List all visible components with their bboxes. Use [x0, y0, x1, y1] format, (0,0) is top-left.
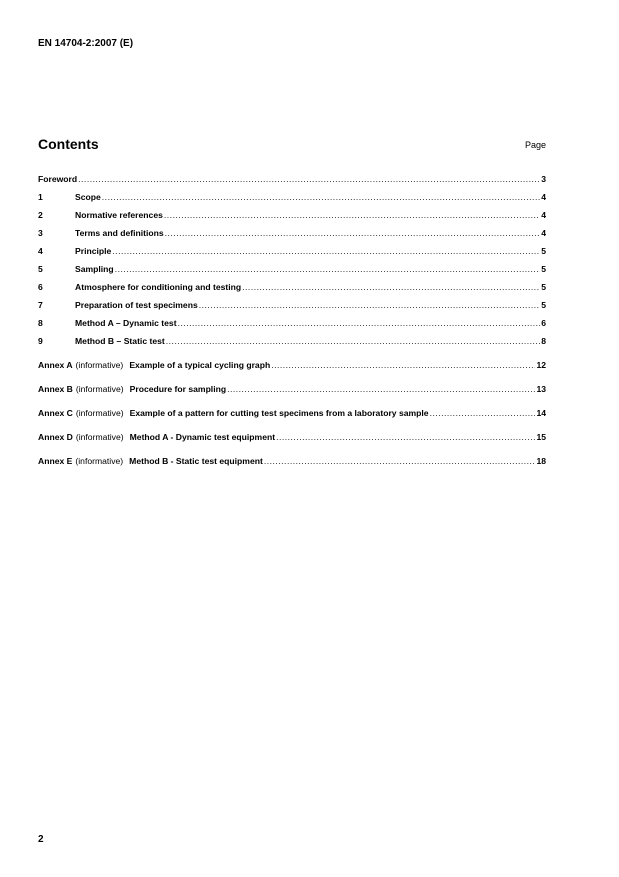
dot-leader [276, 432, 535, 442]
toc-entry-normative-references[interactable] [38, 210, 546, 228]
toc-entry-number: 3 [38, 228, 43, 238]
toc-entry-number: 5 [38, 264, 43, 274]
toc-entry-page: 4 [541, 228, 546, 238]
annex-list [38, 360, 546, 480]
page-number: 2 [38, 834, 44, 845]
contents-title: Contents [38, 136, 99, 152]
dot-leader [430, 408, 536, 418]
toc-entry-number: 7 [38, 300, 43, 310]
toc-entry-atmosphere[interactable] [38, 282, 546, 300]
annex-type: (informative) [75, 384, 124, 394]
toc-entry-page: 5 [541, 246, 546, 256]
annex-title: Example of a typical cycling graph [129, 360, 271, 370]
dot-leader [164, 210, 540, 220]
toc-entry-page: 6 [541, 318, 546, 328]
toc-entry-title: Sampling [75, 264, 114, 274]
page-column-label: Page [524, 140, 546, 150]
annex-page: 13 [536, 384, 546, 394]
dot-leader [227, 384, 535, 394]
toc-annex-c[interactable] [38, 408, 546, 432]
dot-leader [199, 300, 540, 310]
toc-entry-page: 5 [541, 300, 546, 310]
dot-leader [178, 318, 541, 328]
dot-leader [102, 192, 540, 202]
annex-title: Example of a pattern for cutting test specimens from a laboratory sample [129, 408, 429, 418]
annex-type: (informative) [75, 360, 124, 370]
toc-entry-title: Method B – Static test [75, 336, 165, 346]
dot-leader [78, 174, 540, 184]
toc-entry-title: Foreword [38, 174, 78, 184]
toc-entry-number: 1 [38, 192, 43, 202]
toc-entry-page: 4 [541, 192, 546, 202]
toc-entry-preparation[interactable] [38, 300, 546, 318]
annex-label: Annex C [38, 408, 73, 418]
toc-entry-number: 8 [38, 318, 43, 328]
toc-entry-title: Principle [75, 246, 112, 256]
annex-label: Annex E [38, 456, 73, 466]
table-of-contents [38, 174, 546, 354]
annex-label: Annex B [38, 384, 73, 394]
annex-title: Method B - Static test equipment [129, 456, 263, 466]
toc-entry-number: 2 [38, 210, 43, 220]
dot-leader [165, 228, 541, 238]
annex-title: Method A - Dynamic test equipment [129, 432, 276, 442]
document-id: EN 14704-2:2007 (E) [38, 38, 134, 49]
annex-page: 15 [536, 432, 546, 442]
toc-entry-terms-and-definitions[interactable] [38, 228, 546, 246]
dot-leader [264, 456, 536, 466]
annex-type: (informative) [75, 408, 124, 418]
annex-type: (informative) [75, 456, 124, 466]
toc-entry-number: 6 [38, 282, 43, 292]
toc-entry-title: Scope [75, 192, 101, 202]
toc-entry-principle[interactable] [38, 246, 546, 264]
toc-entry-page: 3 [541, 174, 546, 184]
toc-entry-title: Method A – Dynamic test [75, 318, 177, 328]
toc-annex-e[interactable] [38, 456, 546, 480]
annex-title: Procedure for sampling [129, 384, 227, 394]
annex-page: 12 [536, 360, 546, 370]
dot-leader [115, 264, 541, 274]
toc-entry-method-a[interactable] [38, 318, 546, 336]
toc-entry-title: Normative references [75, 210, 163, 220]
toc-entry-page: 4 [541, 210, 546, 220]
toc-annex-d[interactable] [38, 432, 546, 456]
toc-entry-sampling[interactable] [38, 264, 546, 282]
dot-leader [242, 282, 540, 292]
toc-entry-page: 5 [541, 264, 546, 274]
dot-leader [112, 246, 540, 256]
toc-entry-scope[interactable] [38, 192, 546, 210]
toc-annex-a[interactable] [38, 360, 546, 384]
toc-entry-title: Terms and definitions [75, 228, 164, 238]
dot-leader [166, 336, 540, 346]
dot-leader [271, 360, 535, 370]
toc-entry-method-b[interactable] [38, 336, 546, 354]
toc-entry-title: Preparation of test specimens [75, 300, 198, 310]
annex-type: (informative) [75, 432, 124, 442]
annex-page: 14 [536, 408, 546, 418]
toc-entry-number: 9 [38, 336, 43, 346]
toc-annex-b[interactable] [38, 384, 546, 408]
toc-entry-title: Atmosphere for conditioning and testing [75, 282, 242, 292]
toc-entry-page: 8 [541, 336, 546, 346]
annex-page: 18 [536, 456, 546, 466]
annex-label: Annex A [38, 360, 73, 370]
toc-entry-foreword[interactable] [38, 174, 546, 192]
toc-entry-number: 4 [38, 246, 43, 256]
toc-entry-page: 5 [541, 282, 546, 292]
annex-label: Annex D [38, 432, 73, 442]
